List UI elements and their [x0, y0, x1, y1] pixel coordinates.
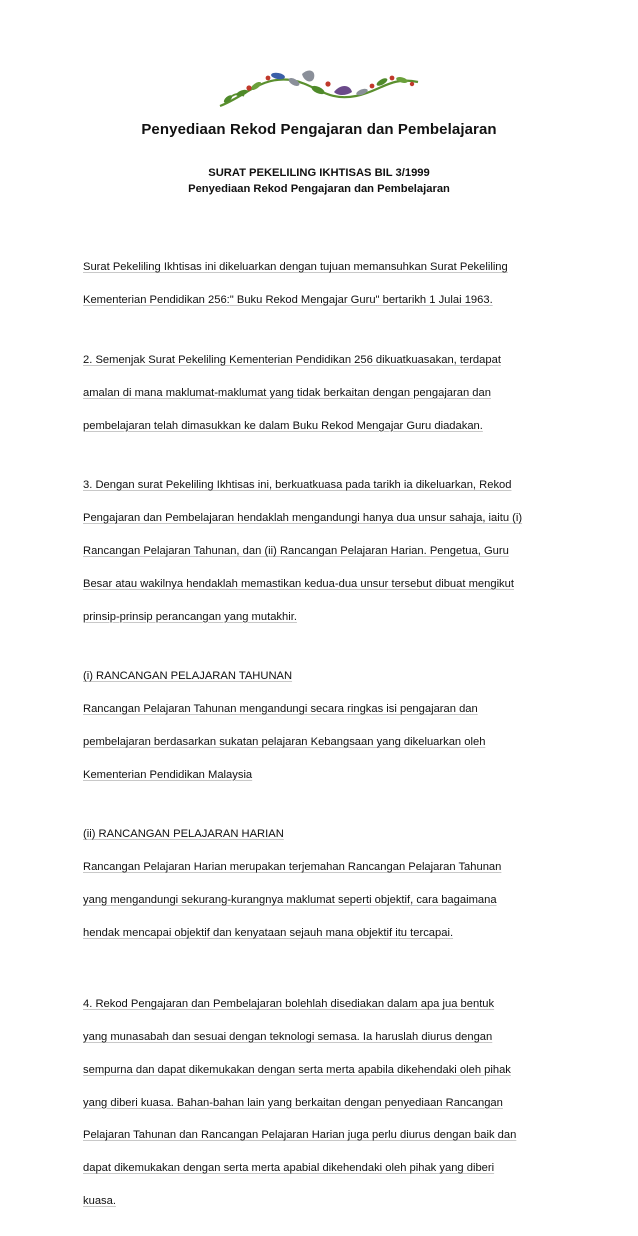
text-line: Surat Pekeliling Ikhtisas ini dikeluarkan dengan tujuan memansuhkan Surat Pekeliling — [83, 261, 508, 274]
text-line: Besar atau wakilnya hendaklah memastikan kedua-dua unsur tersebut dibuat mengikut — [83, 577, 514, 590]
text-line: prinsip-prinsip perancangan yang mutakhir. — [83, 610, 297, 623]
text-line: 4. Rekod Pengajaran dan Pembelajaran bolehlah disediakan dalam apa jua bentuk — [83, 998, 495, 1011]
section-heading: (ii) RANCANGAN PELAJARAN HARIAN — [83, 828, 284, 841]
text-line: kuasa. — [83, 1194, 116, 1207]
text-line: yang mengandungi sekurang-kurangnya maklumat seperti objektif, cara bagaimana — [83, 894, 497, 907]
text-line: pembelajaran berdasarkan sukatan pelajaran Kebangsaan yang dikeluarkan oleh — [83, 735, 486, 748]
section-daily-plan — [83, 810, 559, 958]
text-line: Rancangan Pelajaran Tahunan, dan (ii) Rancangan Pelajaran Harian. Pengetua, Guru — [83, 544, 509, 557]
paragraph-4 — [83, 980, 559, 1226]
text-line: dapat dikemukakan dengan serta merta apabial dikehendaki oleh pihak yang diberi — [83, 1162, 495, 1175]
text-line: Kementerian Pendidikan Malaysia — [83, 768, 253, 781]
section-heading: (i) RANCANGAN PELAJARAN TAHUNAN — [83, 670, 293, 683]
section-annual-plan — [83, 652, 559, 800]
document-body — [83, 243, 559, 1236]
text-line: Pelajaran Tahunan dan Rancangan Pelajaran Harian juga perlu diurus dengan baik dan — [83, 1129, 517, 1142]
text-line: Rancangan Pelajaran Harian merupakan terjemahan Rancangan Pelajaran Tahunan — [83, 861, 502, 874]
paragraph-intro — [83, 243, 559, 325]
circular-id: SURAT PEKELILING IKHTISAS BIL 3/1999 — [208, 167, 430, 179]
circular-header — [0, 165, 638, 197]
text-line: hendak mencapai objektif dan kenyataan sejauh mana objektif itu tercapai. — [83, 926, 454, 939]
text-line: yang munasabah dan sesuai dengan teknologi semasa. Ia haruslah diurus dengan — [83, 1030, 493, 1043]
text-line: 3. Dengan surat Pekeliling Ikhtisas ini, berkuatkuasa pada tarikh ia dikeluarkan, Rekod — [83, 479, 512, 492]
text-line: yang diberi kuasa. Bahan-bahan lain yang berkaitan dengan penyediaan Rancangan — [83, 1096, 503, 1109]
text-line: Pengajaran dan Pembelajaran hendaklah mengandungi hanya dua unsur sahaja, iaitu (i) — [83, 512, 523, 525]
text-line: pembelajaran telah dimasukkan ke dalam Buku Rekod Mengajar Guru diadakan. — [83, 419, 483, 432]
floral-ornament-icon — [216, 66, 422, 112]
text-line: Kementerian Pendidikan 256:" Buku Rekod Mengajar Guru" bertarikh 1 Julai 1963. — [83, 294, 493, 307]
text-line: Rancangan Pelajaran Tahunan mengandungi secara ringkas isi pengajaran dan — [83, 703, 478, 716]
text-line: sempurna dan dapat dikemukakan dengan serta merta apabila dikehendaki oleh pihak — [83, 1063, 511, 1076]
circular-subtitle: Penyediaan Rekod Pengajaran dan Pembelajaran — [188, 183, 450, 195]
text-line: amalan di mana maklumat-maklumat yang tidak berkaitan dengan pengajaran dan — [83, 386, 491, 399]
paragraph-2 — [83, 336, 559, 451]
text-line: 2. Semenjak Surat Pekeliling Kementerian Pendidikan 256 dikuatkuasakan, terdapat — [83, 353, 501, 366]
document-title: Penyediaan Rekod Pengajaran dan Pembelajaran — [141, 121, 497, 138]
paragraph-3 — [83, 461, 559, 641]
